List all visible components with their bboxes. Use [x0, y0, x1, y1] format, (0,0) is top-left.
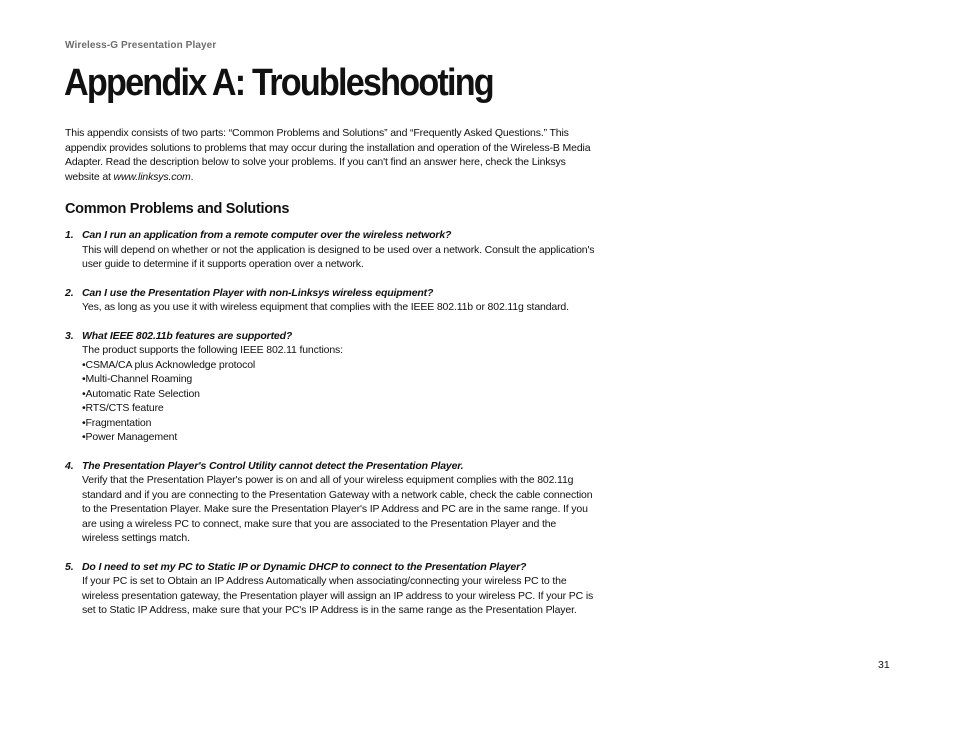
faq-question: Can I run an application from a remote computer over the wireless network? — [82, 229, 452, 241]
page-title: Appendix A: Troubleshooting — [64, 62, 493, 104]
faq-question: The Presentation Player's Control Utility cannot detect the Presentation Player. — [82, 459, 464, 472]
faq-item-5 — [65, 560, 595, 618]
page-number: 31 — [878, 659, 890, 671]
section-heading: Common Problems and Solutions — [65, 201, 290, 217]
faq-answer: If your PC is set to Obtain an IP Address Automatically when associating/connecting your wireless PC to the wireless presentation gateway, the Presentation player will assign an IP address to your wireless PC. If your PC is set to Static IP Address, make sure that your PC's IP Address is in the same range as the Presentation Player. — [82, 575, 594, 616]
feature-list-item: •Power Management — [82, 431, 178, 443]
faq-answer: This will depend on whether or not the application is designed to be used over a network. Consult the application's user guide to determine if it supports operation over a network. — [82, 243, 595, 270]
feature-list-item: •CSMA/CA plus Acknowledge protocol — [82, 358, 256, 371]
faq-item-3 — [65, 329, 595, 445]
linksys-website-link[interactable]: www.linksys.com — [113, 170, 191, 183]
faq-number: 1. — [65, 229, 74, 241]
faq-question: Do I need to set my PC to Static IP or Dynamic DHCP to connect to the Presentation Player? — [82, 560, 527, 573]
feature-list-item: •RTS/CTS feature — [82, 402, 164, 414]
intro-text: This appendix consists of two parts: “Common Problems and Solutions” and “Frequently Asked Questions.” This appendix provides solutions to problems that may occur during the installation and operation of the Wireless-B Media Adapter. Read the description below to solve your problems. If you can't find an answer here, check the Linksys website at — [65, 127, 591, 183]
feature-list — [82, 358, 595, 445]
faq-question: Can I use the Presentation Player with non-Linksys wireless equipment? — [82, 286, 434, 299]
running-header: Wireless-G Presentation Player — [65, 40, 217, 51]
faq-question: What IEEE 802.11b features are supported? — [82, 329, 293, 342]
faq-answer: Yes, as long as you use it with wireless equipment that complies with the IEEE 802.11b or 802.11g standard. — [82, 301, 569, 313]
faq-number: 4. — [65, 459, 74, 472]
faq-item-4 — [65, 459, 595, 546]
main-content — [65, 126, 595, 632]
feature-list-item: •Fragmentation — [82, 416, 152, 429]
faq-item-1 — [65, 228, 595, 272]
faq-number: 5. — [65, 560, 74, 573]
faq-number: 3. — [65, 329, 74, 342]
faq-answer: The product supports the following IEEE 802.11 functions: — [82, 344, 343, 356]
faq-item-2 — [65, 286, 595, 315]
faq-answer: Verify that the Presentation Player's power is on and all of your wireless equipment complies with the 802.11g standard and if you are connecting to the Presentation Gateway with a network cable, check the cable connection to the Presentation Player. Make sure the Presentation Player's IP Address and PC are in the same range. If you are using a wireless PC to connect, make sure that you are associated to the Presentation Player and the wireless settings match. — [82, 474, 593, 544]
faq-number: 2. — [65, 286, 74, 299]
intro-paragraph — [65, 126, 595, 184]
feature-list-item: •Automatic Rate Selection — [82, 387, 200, 400]
intro-end: . — [190, 170, 194, 183]
feature-list-item: •Multi-Channel Roaming — [82, 373, 193, 385]
